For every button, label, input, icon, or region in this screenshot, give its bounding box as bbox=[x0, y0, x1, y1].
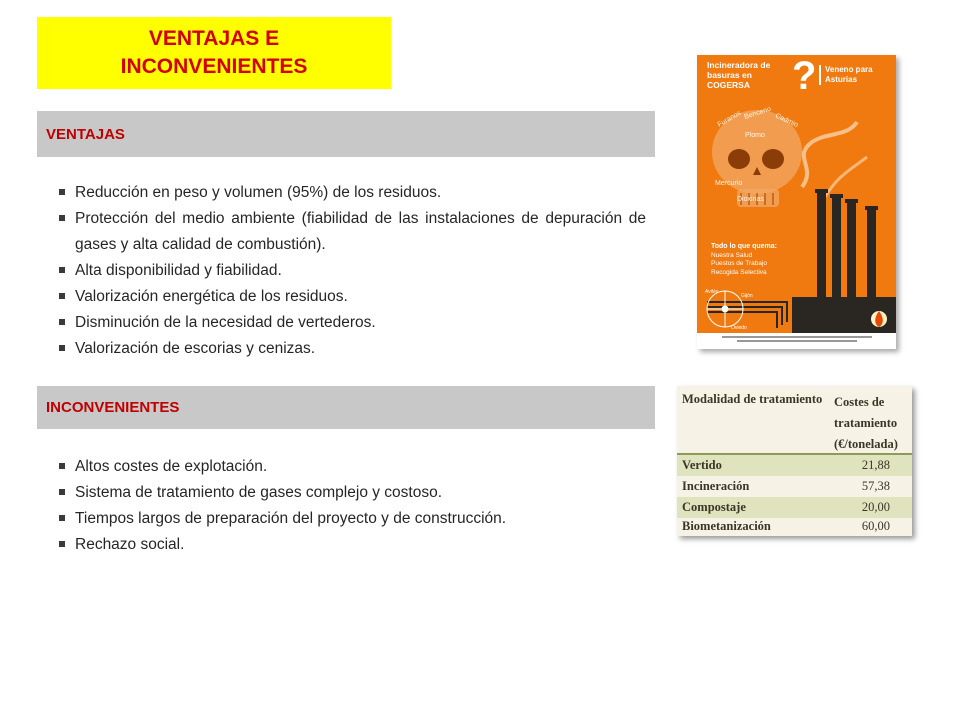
slide-title-line2: INCONVENIENTES bbox=[120, 55, 308, 78]
cost-table-header-col1: Modalidad de tratamiento bbox=[682, 392, 823, 406]
table-row bbox=[677, 455, 912, 476]
quema-item: Puestos de Trabajo bbox=[711, 260, 768, 267]
quema-heading: Todo lo que quema: bbox=[711, 243, 777, 250]
inconvenientes-heading: INCONVENIENTES bbox=[37, 386, 655, 429]
row-name: Compostaje bbox=[682, 500, 746, 514]
row-name: Vertido bbox=[682, 458, 722, 472]
map-label: Gijón bbox=[741, 293, 753, 299]
inconvenientes-item: Rechazo social. bbox=[56, 532, 646, 558]
skull-word: Benceno bbox=[743, 105, 772, 121]
row-name: Biometanización bbox=[682, 519, 771, 533]
ventajas-item: Disminución de la necesidad de vertederos. bbox=[56, 310, 646, 336]
map-label: Oviedo bbox=[731, 325, 747, 331]
ventajas-list bbox=[56, 180, 646, 362]
row-name: Incineración bbox=[682, 479, 750, 493]
flame-icon bbox=[871, 311, 887, 327]
treatment-cost-table bbox=[677, 386, 912, 536]
skull-word: Cadmio bbox=[774, 112, 799, 130]
map-icon bbox=[707, 291, 743, 327]
incinerator-poster-image bbox=[697, 55, 896, 349]
row-value: 21,88 bbox=[861, 458, 890, 472]
slide-title bbox=[37, 17, 391, 89]
skull-word: Furanos bbox=[716, 109, 743, 129]
inconvenientes-item: Sistema de tratamiento de gases complejo y costoso. bbox=[56, 480, 646, 506]
poster-illustration bbox=[697, 97, 896, 337]
inconvenientes-item: Altos costes de explotación. bbox=[56, 454, 646, 480]
ventajas-item: Reducción en peso y volumen (95%) de los residuos. bbox=[56, 180, 646, 206]
cost-table-header bbox=[677, 386, 912, 455]
poster-header bbox=[697, 55, 896, 101]
ventajas-item: Protección del medio ambiente (fiabilidad de las instalaciones de depuración de gases y alta calidad de combustión). bbox=[56, 206, 646, 258]
skull-word: Dioxinas bbox=[737, 196, 764, 203]
quema-item: Recogida Selectiva bbox=[711, 268, 767, 276]
row-value: 20,00 bbox=[861, 500, 890, 514]
skull-word: Plomo bbox=[745, 132, 765, 139]
poster-title-left: Incineradora de basuras en COGERSA bbox=[707, 60, 771, 90]
skull-word: Mercurio bbox=[715, 180, 743, 187]
poster-quema-block bbox=[711, 243, 777, 277]
ventajas-item: Valorización de escorias y cenizas. bbox=[56, 336, 646, 362]
ventajas-item: Valorización energética de los residuos. bbox=[56, 284, 646, 310]
cost-table-header-col2: Costes de tratamiento (€/tonelada) bbox=[834, 395, 898, 451]
inconvenientes-item: Tiempos largos de preparación del proyecto y de construcción. bbox=[56, 506, 646, 532]
poster-footer bbox=[697, 333, 896, 349]
poster-title-right: Veneno para Asturias bbox=[819, 65, 890, 85]
inconvenientes-list bbox=[56, 454, 646, 558]
map-label: Avilés bbox=[705, 289, 719, 295]
table-row bbox=[677, 497, 912, 518]
row-value: 57,38 bbox=[861, 479, 890, 493]
quema-item: Nuestra Salud bbox=[711, 251, 753, 259]
ventajas-item: Alta disponibilidad y fiabilidad. bbox=[56, 258, 646, 284]
ventajas-heading: VENTAJAS bbox=[37, 111, 655, 157]
question-mark-icon: ? bbox=[792, 55, 817, 98]
slide-title-line1: VENTAJAS E bbox=[148, 27, 280, 50]
table-row bbox=[677, 476, 912, 497]
row-value: 60,00 bbox=[861, 519, 890, 533]
table-row bbox=[677, 516, 912, 537]
